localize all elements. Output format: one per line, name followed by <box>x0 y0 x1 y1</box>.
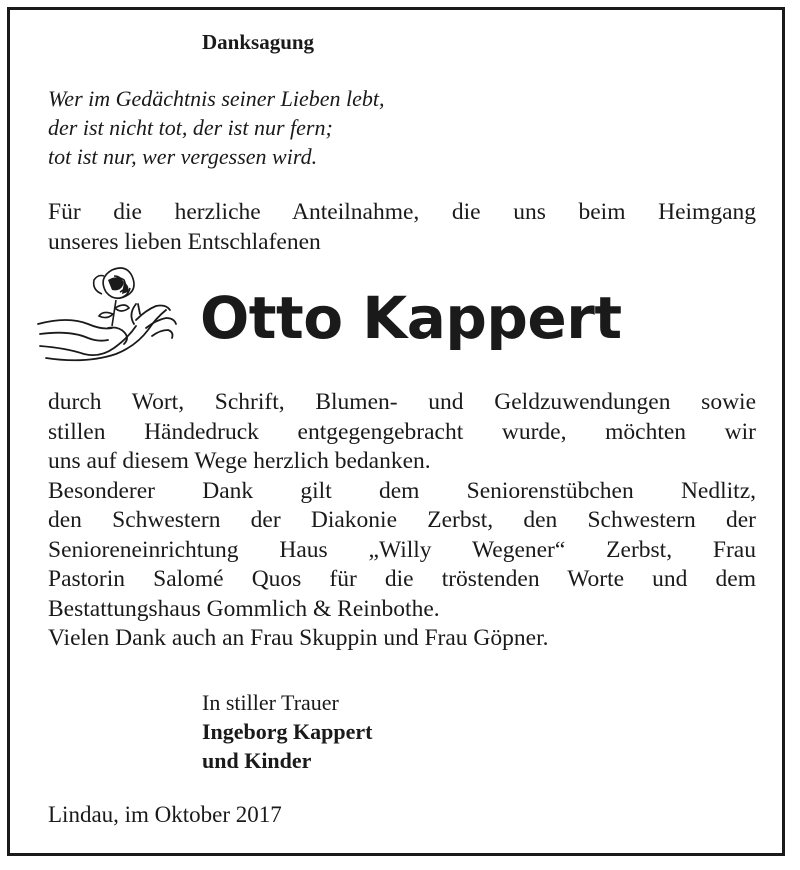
body-line: stillen Händedruck entgegengebracht wurde, möchten wir <box>48 418 756 445</box>
intro-paragraph <box>48 198 756 257</box>
body-line: Besonderer Dank gilt dem Seniorenstübchen Nedlitz, <box>48 477 756 504</box>
body-paragraph <box>48 388 756 654</box>
body-line: Bestattungshaus Gommlich & Reinbothe. <box>48 595 440 622</box>
intro-line: unseres lieben Entschlafenen <box>48 228 321 255</box>
signature-family: und Kinder <box>202 748 312 773</box>
body-line: Senioreneinrichtung Haus „Willy Wegener“ Zerbst, Frau <box>48 536 756 563</box>
poem-line: der ist nicht tot, der ist nur fern; <box>48 115 333 140</box>
body-line: Pastorin Salomé Quos für die tröstenden Worte und dem <box>48 566 756 592</box>
poem <box>48 84 384 171</box>
signature-block <box>202 688 373 775</box>
intro-line: Für die herzliche Anteilnahme, die uns beim Heimgang <box>48 199 756 225</box>
place-date: Lindau, im Oktober 2017 <box>48 802 282 827</box>
signature-line: In stiller Trauer <box>202 690 339 715</box>
body-line: uns auf diesem Wege herzlich bedanken. <box>48 448 431 474</box>
body-line: Vielen Dank auch an Frau Skuppin und Frau Göpner. <box>48 625 549 651</box>
body-line: den Schwestern der Diakonie Zerbst, den Schwestern der <box>48 507 756 533</box>
hands-holding-rose-icon <box>36 262 182 368</box>
poem-line: tot ist nur, wer vergessen wird. <box>48 144 318 169</box>
body-line: durch Wort, Schrift, Blumen- und Geldzuwendungen sowie <box>48 389 756 415</box>
deceased-name: Otto Kappert <box>200 284 622 352</box>
signature-name: Ingeborg Kappert <box>202 719 373 744</box>
notice-heading: Danksagung <box>202 30 315 54</box>
poem-line: Wer im Gedächtnis seiner Lieben lebt, <box>48 86 385 111</box>
